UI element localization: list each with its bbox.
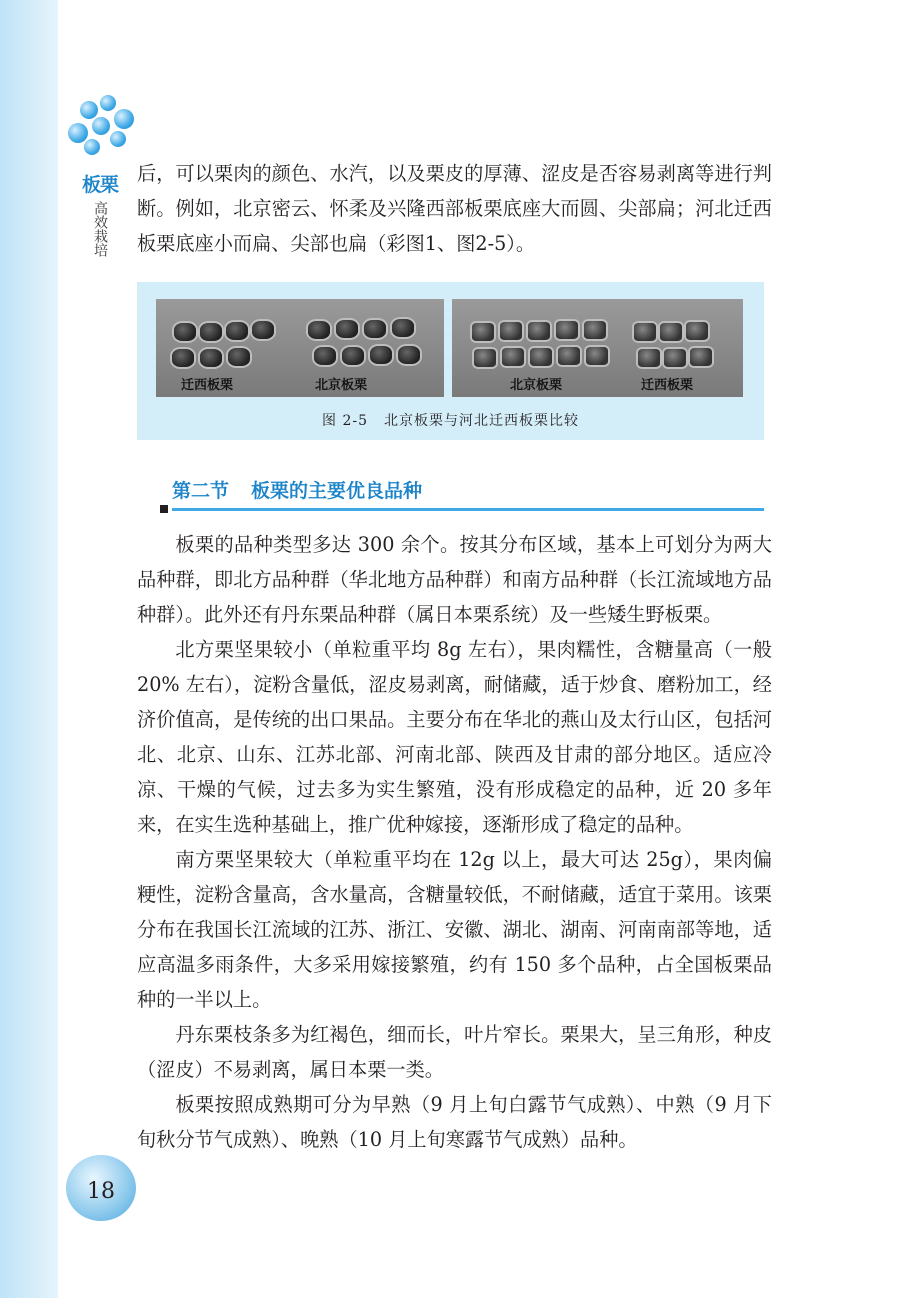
left-decorative-band — [0, 0, 58, 1298]
page-number-badge — [66, 1155, 136, 1221]
book-title-block — [80, 170, 120, 257]
section-underline — [172, 508, 764, 511]
photo-label-beijing-left: 北京板栗 — [315, 378, 368, 393]
paragraph-southern: 南方栗坚果较大（单粒重平均在 12g 以上，最大可达 25g），果肉偏粳性，淀粉含量高，含水量高，含糖量较低，不耐储藏，适宜于菜用。该栗分布在我国长江流域的江苏、浙江、安徽、湖北、湖南、河南南部等地，适应高温多雨条件，大多采用嫁接繁殖，约有 150 多个品种，占全国板栗品种的一半以上。 — [137, 848, 772, 1011]
section-title: 板栗的主要优良品种 — [251, 480, 423, 502]
photo-label-beijing-right: 北京板栗 — [510, 378, 563, 393]
section-number: 第二节 — [172, 480, 230, 502]
paragraph-dandong: 丹东栗枝条多为红褐色，细而长，叶片窄长。栗果大，呈三角形，种皮（涩皮）不易剥离，属日本栗一类。 — [137, 1023, 772, 1081]
right-photo — [452, 299, 743, 397]
paragraph-maturity: 板栗按照成熟期可分为早熟（9 月上旬白露节气成熟）、中熟（9 月下旬秋分节气成熟）、晚熟（10 月上旬寒露节气成熟）品种。 — [137, 1093, 772, 1151]
caption-text: 北京板栗与河北迁西板栗比较 — [384, 413, 579, 429]
photo-label-qianxi-right: 迁西板栗 — [641, 378, 694, 393]
main-text — [137, 527, 772, 1157]
page-number: 18 — [87, 1179, 115, 1204]
photo-label-qianxi-left: 迁西板栗 — [181, 378, 234, 393]
book-subtitle: 高效栽培 — [92, 201, 108, 257]
figure-caption — [137, 410, 764, 430]
top-paragraph-block — [137, 156, 772, 261]
section-marker — [160, 505, 168, 513]
section-heading — [172, 476, 422, 503]
figure-2-5 — [137, 282, 764, 440]
paragraph-varieties: 板栗的品种类型多达 300 余个。按其分布区域，基本上可划分为两大品种群，即北方品种群（华北地方品种群）和南方品种群（长江流域地方品种群）。此外还有丹东栗品种群（属日本栗系统）及一些矮生野板栗。 — [137, 533, 772, 626]
caption-number: 图 2-5 — [322, 413, 368, 429]
paragraph-northern: 北方栗坚果较小（单粒重平均 8g 左右），果肉糯性，含糖量高（一般 20% 左右），淀粉含量低，涩皮易剥离，耐储藏，适于炒食、磨粉加工，经济价值高，是传统的出口果品。主要分布在华北的燕山及太行山区，包括河北、北京、山东、江苏北部、河南北部、陕西及甘肃的部分地区。适应冷凉、干燥的气候，过去多为实生繁殖，没有形成稳定的品种，近 20 多年来，在实生选种基础上，推广优种嫁接，逐渐形成了稳定的品种。 — [137, 638, 772, 836]
top-paragraph: 后，可以栗肉的颜色、水汽，以及栗皮的厚薄、涩皮是否容易剥离等进行判断。例如，北京密云、怀柔及兴隆西部板栗底座大而圆、尖部扁；河北迁西板栗底座小而扁、尖部也扁（彩图1、图2-5）。 — [137, 162, 772, 255]
book-title: 板栗 — [81, 174, 118, 196]
